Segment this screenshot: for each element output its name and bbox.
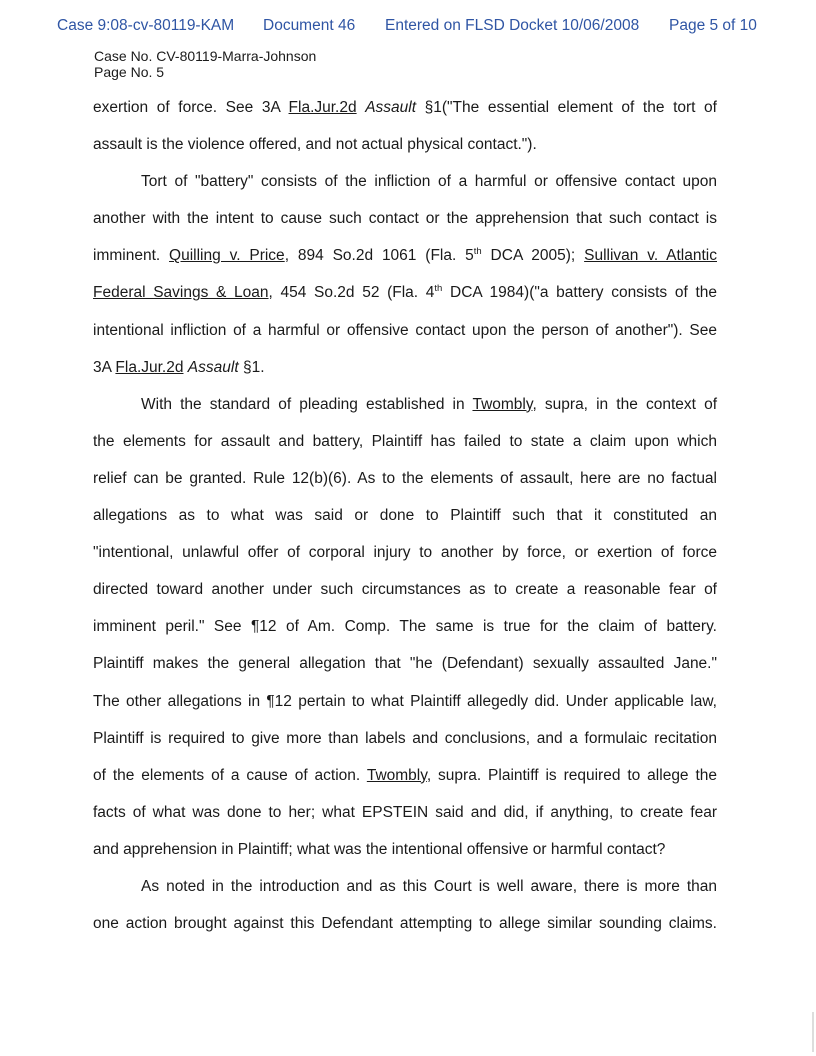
text-line: exertion of force. See 3A Fla.Jur.2d Assault §1("The essential element of the tort of <box>93 99 717 116</box>
text-line: 3A Fla.Jur.2d Assault §1. <box>93 358 265 376</box>
stamp-document-number: Document 46 <box>263 17 356 34</box>
text-line: "intentional, unlawful offer of corporal injury to another by force, or exertion of force <box>93 544 717 562</box>
citation: Fla.Jur.2d <box>115 358 184 376</box>
case-header <box>94 48 316 80</box>
text-line: Plaintiff makes the general allegation that "he (Defendant) sexually assaulted Jane." <box>93 655 717 673</box>
case-citation: Sullivan v. Atlantic <box>584 247 717 265</box>
case-citation: Quilling v. Price <box>169 247 285 265</box>
text-line: As noted in the introduction and as this Court is well aware, there is more than <box>141 877 717 895</box>
text-line: one action brought against this Defendant attempting to allege similar sounding claims. <box>93 915 717 933</box>
text-line: imminent peril." See ¶12 of Am. Comp. The same is true for the claim of battery. <box>93 618 717 636</box>
text-line: intentional infliction of a harmful or offensive contact upon the person of another"). See <box>93 321 717 339</box>
page-number-line: Page No. 5 <box>94 64 165 80</box>
case-citation: Federal Savings & Loan <box>93 284 269 302</box>
stamp-case-number: Case 9:08-cv-80119-KAM <box>57 17 235 34</box>
case-number-line: Case No. CV-80119-Marra-Johnson <box>94 48 317 64</box>
case-citation: Twombly <box>472 395 533 413</box>
scan-edge-artifact <box>812 1012 814 1052</box>
citation: Fla.Jur.2d <box>288 99 357 116</box>
case-citation: Twombly <box>366 766 427 784</box>
text-line: the elements for assault and battery, Plaintiff has failed to state a claim upon which <box>93 432 717 450</box>
text-line: assault is the violence offered, and not actual physical contact."). <box>93 136 537 154</box>
text-line: allegations as to what was said or done to Plaintiff such that it constituted an <box>93 507 717 525</box>
text-line: Federal Savings & Loan, 454 So.2d 52 (Fla. 4th DCA 1984)("a battery consists of the <box>93 283 717 302</box>
text-line: Plaintiff is required to give more than labels and conclusions, and a formulaic recitation <box>93 729 717 747</box>
text-line: directed toward another under such circumstances as to create a reasonable fear of <box>93 581 717 599</box>
stamp-page-count: Page 5 of 10 <box>669 17 757 34</box>
text-line: The other allegations in ¶12 pertain to what Plaintiff allegedly did. Under applicable law, <box>93 692 717 710</box>
text-line: another with the intent to cause such contact or the apprehension that such contact is <box>93 210 717 228</box>
text-line: relief can be granted. Rule 12(b)(6). As to the elements of assault, here are no factual <box>93 469 717 487</box>
text-line: Tort of "battery" consists of the infliction of a harmful or offensive contact upon <box>141 173 717 191</box>
text-line: imminent. Quilling v. Price, 894 So.2d 1061 (Fla. 5th DCA 2005); Sullivan v. Atlantic <box>93 246 717 265</box>
text-line: and apprehension in Plaintiff; what was the intentional offensive or harmful contact? <box>93 840 666 858</box>
text-line: facts of what was done to her; what EPSTEIN said and did, if anything, to create fear <box>93 803 717 821</box>
stamp-entered-date: Entered on FLSD Docket 10/06/2008 <box>385 17 640 34</box>
text-line: of the elements of a cause of action. Twombly, supra. Plaintiff is required to allege the <box>93 766 718 784</box>
document-body <box>93 89 717 942</box>
text-line: With the standard of pleading established in Twombly, supra, in the context of <box>141 395 717 413</box>
